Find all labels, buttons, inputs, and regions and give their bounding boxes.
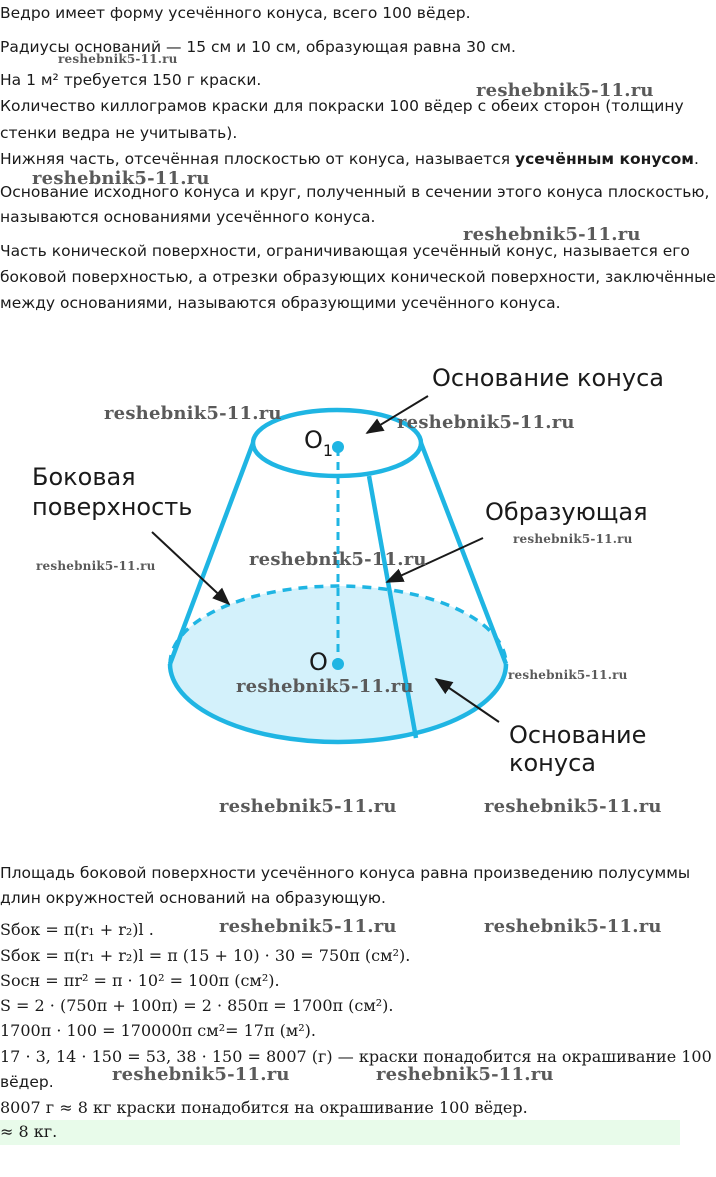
- solution-text-line-1: Площадь боковой поверхности усечённого конуса равна произведению полусуммы: [0, 864, 691, 882]
- formula-hundred-buckets: 1700π · 100 = 170000π см²= 17π (м²).: [0, 1021, 316, 1040]
- label-top-base: Основание конуса: [432, 364, 664, 392]
- watermark: reshebnik5-11.ru: [484, 796, 662, 817]
- label-lateral-line-1: Боковая: [32, 463, 136, 491]
- theory-period: .: [693, 150, 699, 168]
- term-frustum: усечённым конусом: [514, 150, 694, 168]
- label-bottom-base-line-1: Основание: [509, 721, 647, 749]
- center-o1-point: [332, 441, 344, 453]
- formula-paint-grams-line-2: вёдер.: [0, 1073, 54, 1091]
- watermark: reshebnik5-11.ru: [397, 412, 575, 433]
- problem-line-2: Радиусы оснований — 15 см и 10 см, образующая равна 30 см.: [0, 38, 516, 56]
- theory-paragraph-1: [0, 149, 699, 169]
- watermark: reshebnik5-11.ru: [376, 1064, 554, 1085]
- theory-paragraph-3-line-2: боковой поверхностью, а отрезки образующих конической поверхности, заключённые: [0, 268, 716, 286]
- watermark: reshebnik5-11.ru: [219, 916, 397, 937]
- problem-line-1: Ведро имеет форму усечённого конуса, всего 100 вёдер.: [0, 4, 471, 22]
- watermark: reshebnik5-11.ru: [484, 916, 662, 937]
- center-o-point: [332, 658, 344, 670]
- label-generatrix: Образующая: [485, 498, 648, 526]
- watermark: reshebnik5-11.ru: [508, 668, 628, 682]
- label-o: O: [309, 648, 328, 676]
- label-lateral-line-2: поверхность: [32, 493, 193, 521]
- label-bottom-base-line-2: конуса: [509, 749, 596, 777]
- formula-base-area: Sосн = πr² = π · 10² = 100π (см²).: [0, 971, 280, 990]
- watermark: reshebnik5-11.ru: [463, 224, 641, 245]
- watermark: reshebnik5-11.ru: [236, 676, 414, 697]
- watermark: reshebnik5-11.ru: [32, 168, 210, 189]
- problem-line-4: Количество киллограмов краски для покраски 100 вёдер с обеих сторон (толщину: [0, 97, 684, 115]
- watermark: reshebnik5-11.ru: [58, 52, 178, 66]
- solution-text-line-2: длин окружностей оснований на образующую.: [0, 889, 386, 907]
- label-o1-letter: O: [304, 426, 323, 454]
- formula-lateral-area-calc: Sбок = π(r₁ + r₂)l = π (15 + 10) · 30 = 750π (см²).: [0, 946, 411, 965]
- formula-total-area: S = 2 · (750π + 100π) = 2 · 850π = 1700π (см²).: [0, 996, 394, 1015]
- answer-text: ≈ 8 кг.: [0, 1122, 58, 1141]
- label-o1-subscript: 1: [322, 441, 334, 460]
- watermark: reshebnik5-11.ru: [112, 1064, 290, 1085]
- watermark: reshebnik5-11.ru: [513, 532, 633, 546]
- problem-line-3: На 1 м² требуется 150 г краски.: [0, 71, 262, 89]
- theory-paragraph-2-line-2: называются основаниями усечённого конуса.: [0, 208, 376, 226]
- formula-lateral-area: Sбок = π(r₁ + r₂)l .: [0, 920, 154, 939]
- formula-paint-kg: 8007 г ≈ 8 кг краски понадобится на окрашивание 100 вёдер.: [0, 1098, 528, 1117]
- watermark: reshebnik5-11.ru: [36, 559, 156, 573]
- theory-paragraph-3-line-3: между основаниями, называются образующими усечённого конуса.: [0, 294, 561, 312]
- watermark: reshebnik5-11.ru: [476, 80, 654, 101]
- watermark: reshebnik5-11.ru: [219, 796, 397, 817]
- problem-line-5: стенки ведра не учитывать).: [0, 124, 238, 142]
- watermark: reshebnik5-11.ru: [249, 549, 427, 570]
- theory-paragraph-3-line-1: Часть конической поверхности, ограничивающая усечённый конус, называется его: [0, 242, 690, 260]
- theory-paragraph-2-line-1: Основание исходного конуса и круг, полученный в сечении этого конуса плоскостью,: [0, 183, 710, 201]
- theory-text: Нижняя часть, отсечённая плоскостью от конуса, называется: [0, 150, 515, 168]
- answer-box: [0, 1120, 680, 1145]
- watermark: reshebnik5-11.ru: [104, 403, 282, 424]
- formula-paint-grams-line-1: 17 · 3, 14 · 150 = 53, 38 · 150 = 8007 (г) — краски понадобится на окрашивание 100: [0, 1047, 712, 1066]
